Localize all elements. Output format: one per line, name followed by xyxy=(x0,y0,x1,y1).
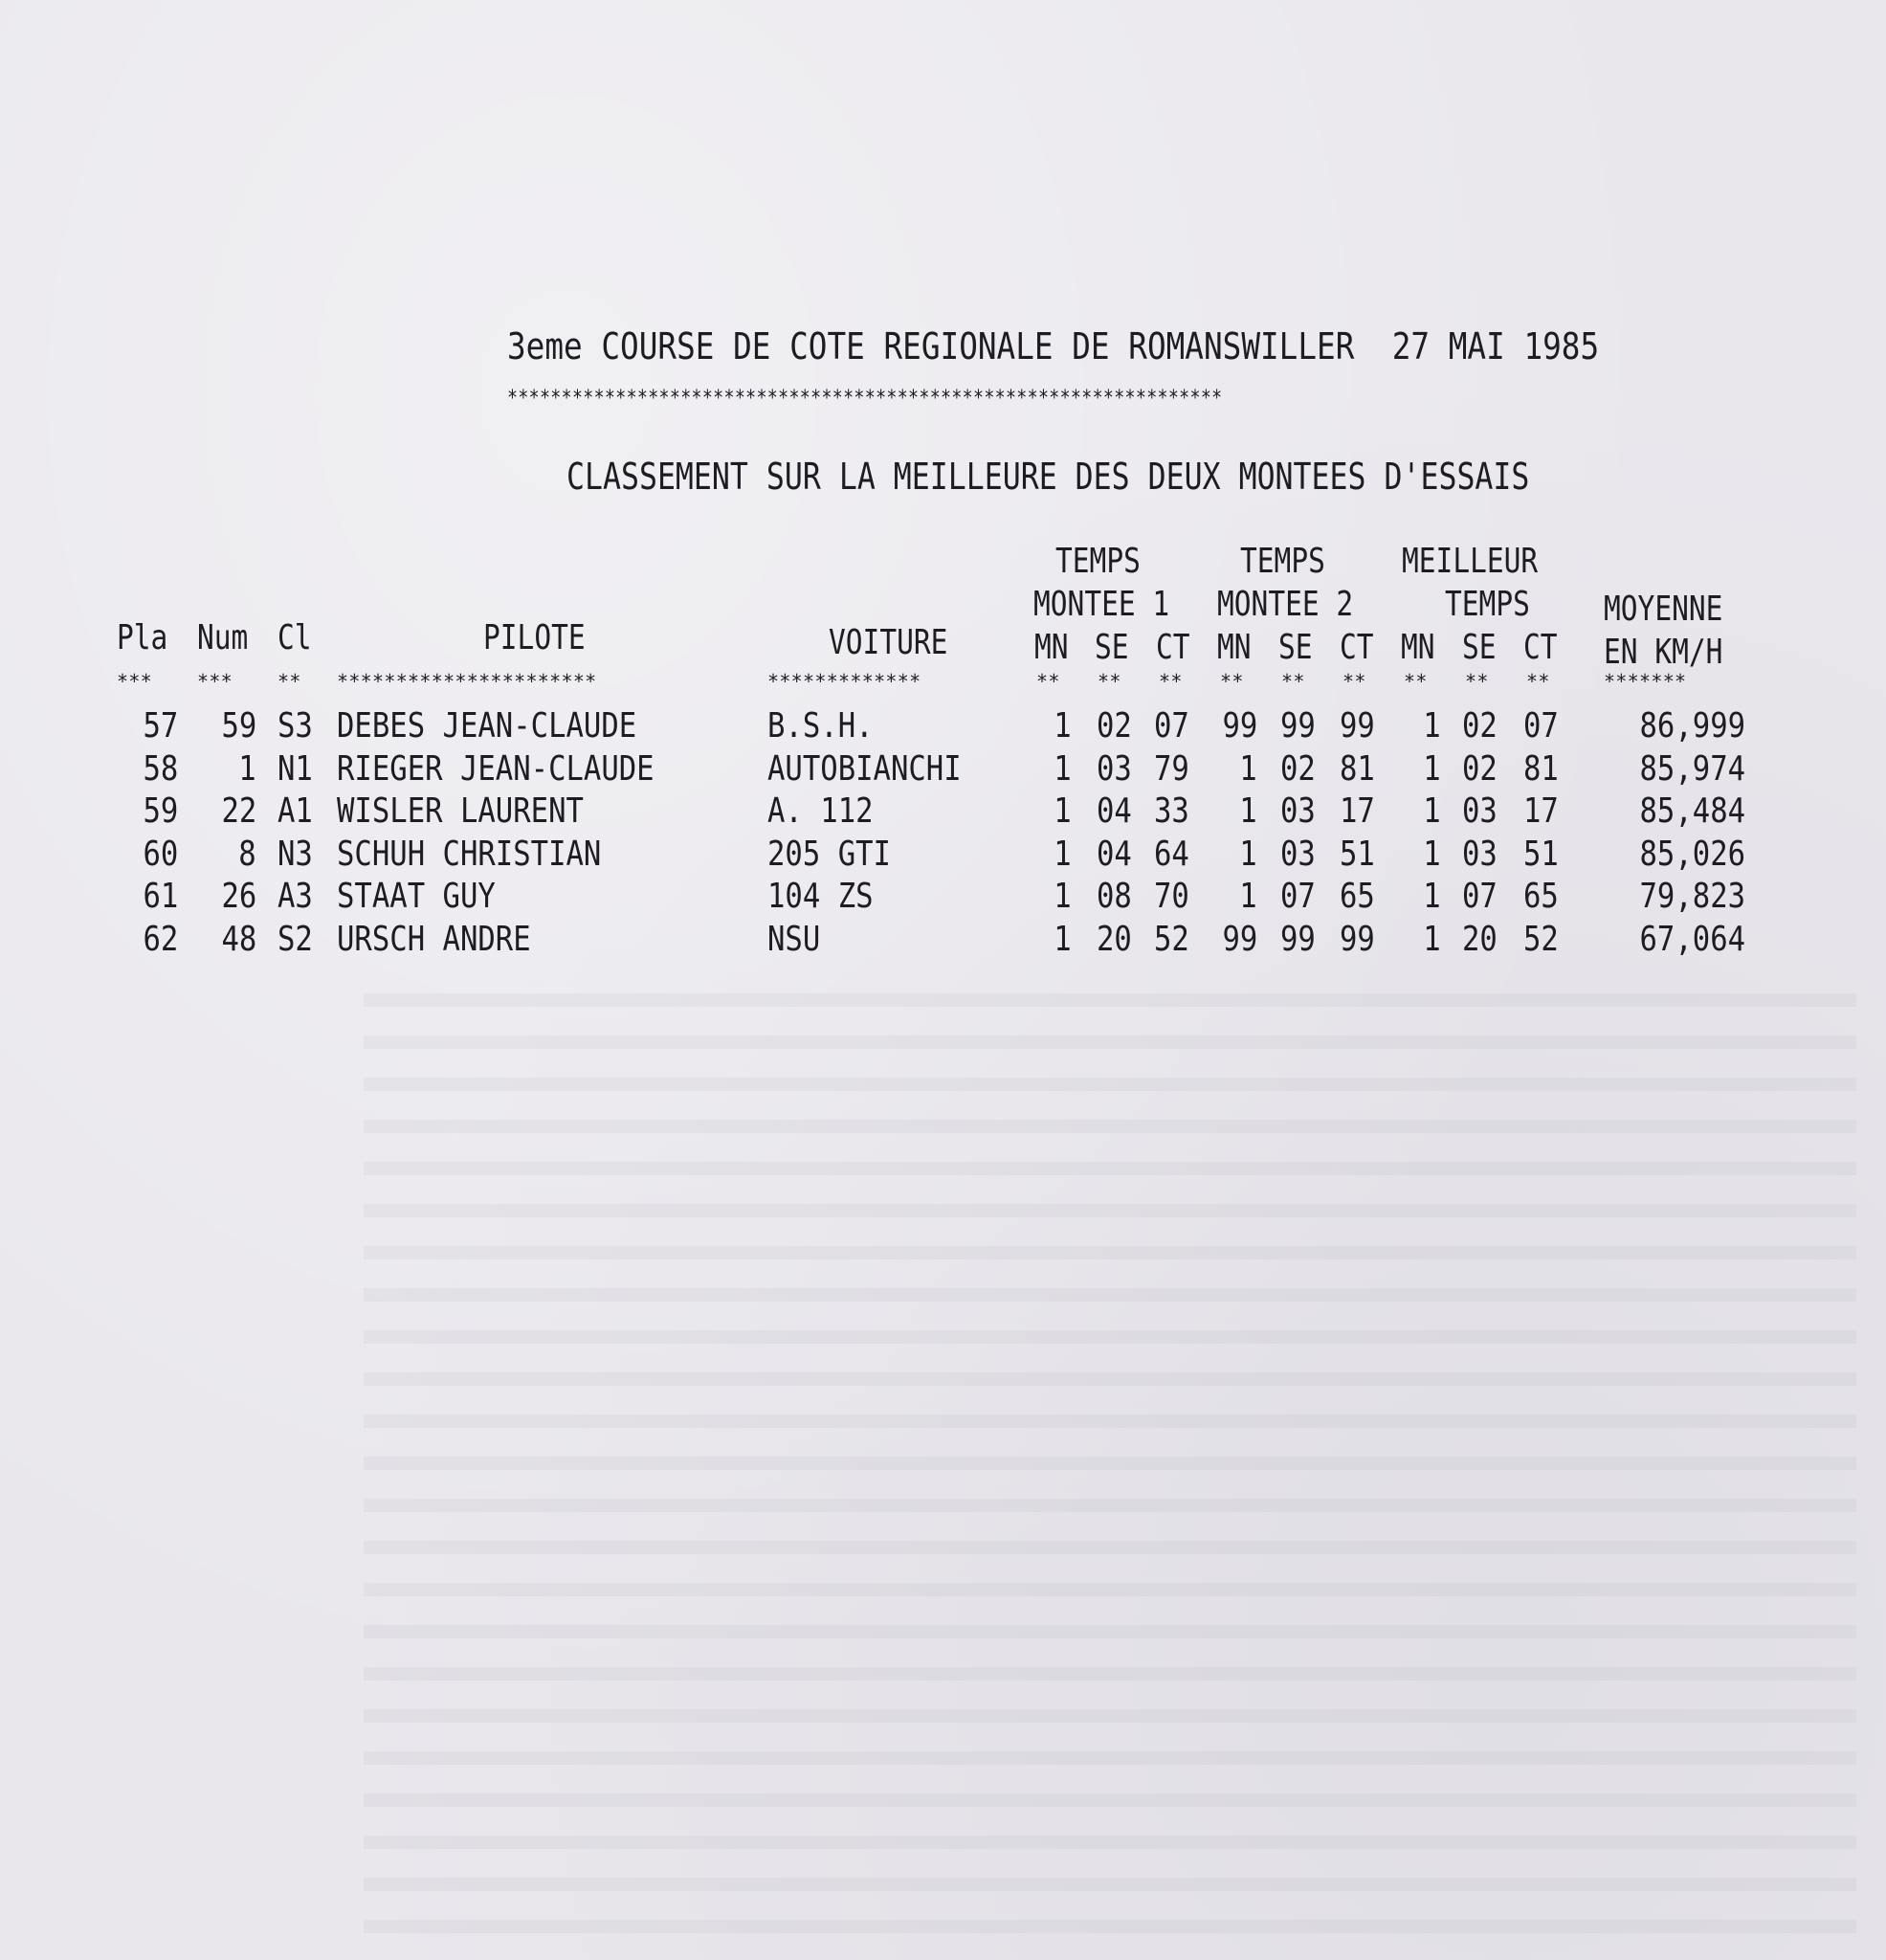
header-best-se: SE xyxy=(1462,628,1497,667)
cell-moyenne: 79,823 xyxy=(1639,877,1745,916)
cell-m2-ct: 51 xyxy=(1340,834,1375,874)
cell-m1-ct: 64 xyxy=(1154,834,1189,874)
header-best-ct: CT xyxy=(1523,628,1558,667)
header-m1-mn: MN xyxy=(1034,628,1069,667)
document-title: 3eme COURSE DE COTE REGIONALE DE ROMANSWILLER 27 MAI 1985 xyxy=(507,325,1600,368)
header-cl: Cl xyxy=(277,618,312,657)
header-best-line2: TEMPS xyxy=(1445,585,1530,624)
cell-moyenne: 85,974 xyxy=(1639,748,1745,789)
document-subtitle: CLASSEMENT SUR LA MEILLEURE DES DEUX MONTEES D'ESSAIS xyxy=(566,456,1530,498)
header-m1-se: SE xyxy=(1095,628,1129,667)
cell-cl: S2 xyxy=(277,919,313,959)
cell-num: 22 xyxy=(221,791,256,831)
cell-m2-se: 03 xyxy=(1280,791,1316,831)
cell-m2-mn: 1 xyxy=(1239,791,1257,831)
separator-best-mn: ** xyxy=(1404,670,1428,693)
cell-m2-se: 99 xyxy=(1280,706,1316,746)
cell-best-mn: 1 xyxy=(1423,834,1441,874)
header-moyenne-line1: MOYENNE xyxy=(1604,590,1723,629)
cell-m1-mn: 1 xyxy=(1054,877,1072,916)
cell-m1-se: 04 xyxy=(1097,791,1132,831)
cell-cl: S3 xyxy=(277,706,313,746)
cell-num: 1 xyxy=(238,748,256,789)
cell-pilote: SCHUH CHRISTIAN xyxy=(337,834,602,874)
cell-m2-mn: 1 xyxy=(1239,877,1257,916)
cell-m1-mn: 1 xyxy=(1054,791,1072,831)
header-temps2-line1: TEMPS xyxy=(1240,542,1325,581)
cell-best-ct: 65 xyxy=(1523,877,1559,916)
cell-best-se: 02 xyxy=(1462,706,1498,746)
cell-best-se: 07 xyxy=(1462,877,1498,916)
cell-pilote: WISLER LAURENT xyxy=(337,791,584,831)
header-m1-ct: CT xyxy=(1156,628,1190,667)
cell-pla: 60 xyxy=(143,834,178,874)
cell-m2-ct: 65 xyxy=(1340,877,1375,916)
cell-best-mn: 1 xyxy=(1423,877,1441,916)
cell-moyenne: 85,026 xyxy=(1639,834,1745,874)
cell-best-ct: 52 xyxy=(1523,919,1559,959)
cell-num: 59 xyxy=(221,706,256,746)
cell-voiture: AUTOBIANCHI xyxy=(767,748,962,789)
cell-best-se: 20 xyxy=(1462,919,1498,959)
cell-voiture: B.S.H. xyxy=(767,706,874,746)
separator-m2-mn: ** xyxy=(1220,670,1244,693)
header-voiture: VOITURE xyxy=(829,623,948,662)
cell-m1-se: 04 xyxy=(1097,834,1132,874)
separator-pilote: ********************** xyxy=(337,670,597,693)
header-best-mn: MN xyxy=(1401,628,1435,667)
separator-moyenne: ******* xyxy=(1604,670,1687,693)
cell-m2-se: 07 xyxy=(1280,877,1316,916)
cell-voiture: A. 112 xyxy=(767,791,874,831)
faded-bleed-through xyxy=(364,976,1856,1933)
header-temps2-line2: MONTEE 2 xyxy=(1217,585,1354,624)
header-pilote: PILOTE xyxy=(483,618,586,657)
separator-m2-ct: ** xyxy=(1342,670,1366,693)
cell-pilote: STAAT GUY xyxy=(337,877,496,916)
cell-best-mn: 1 xyxy=(1423,791,1441,831)
separator-best-se: ** xyxy=(1465,670,1489,693)
cell-m2-se: 03 xyxy=(1280,834,1316,874)
cell-pilote: URSCH ANDRE xyxy=(337,919,531,959)
separator-cl: ** xyxy=(277,670,301,693)
cell-m2-ct: 99 xyxy=(1340,919,1375,959)
cell-num: 26 xyxy=(221,877,256,916)
cell-num: 8 xyxy=(238,834,256,874)
title-underline: ****************************************************************** xyxy=(507,387,1223,411)
separator-m1-ct: ** xyxy=(1159,670,1183,693)
separator-m1-se: ** xyxy=(1098,670,1121,693)
cell-m1-se: 02 xyxy=(1097,706,1132,746)
header-best-line1: MEILLEUR xyxy=(1402,542,1539,581)
cell-moyenne: 85,484 xyxy=(1639,791,1745,831)
cell-pla: 58 xyxy=(143,748,178,789)
cell-best-ct: 07 xyxy=(1523,706,1559,746)
cell-best-mn: 1 xyxy=(1423,919,1441,959)
cell-m2-ct: 17 xyxy=(1340,791,1375,831)
header-temps1-line1: TEMPS xyxy=(1055,542,1141,581)
separator-best-ct: ** xyxy=(1526,670,1550,693)
cell-m1-ct: 79 xyxy=(1154,748,1189,789)
cell-m1-se: 03 xyxy=(1097,748,1132,789)
cell-m1-ct: 33 xyxy=(1154,791,1189,831)
cell-cl: A3 xyxy=(277,877,313,916)
cell-pla: 61 xyxy=(143,877,178,916)
header-m2-se: SE xyxy=(1278,628,1313,667)
cell-pilote: RIEGER JEAN-CLAUDE xyxy=(337,748,655,789)
cell-m1-mn: 1 xyxy=(1054,919,1072,959)
cell-m1-ct: 70 xyxy=(1154,877,1189,916)
cell-pla: 57 xyxy=(143,706,178,746)
header-pla: Pla xyxy=(117,618,168,657)
cell-best-se: 02 xyxy=(1462,748,1498,789)
cell-m1-se: 08 xyxy=(1097,877,1132,916)
cell-m2-ct: 99 xyxy=(1340,706,1375,746)
cell-m2-mn: 1 xyxy=(1239,748,1257,789)
cell-m2-se: 02 xyxy=(1280,748,1316,789)
cell-m2-se: 99 xyxy=(1280,919,1316,959)
cell-best-se: 03 xyxy=(1462,791,1498,831)
cell-m1-mn: 1 xyxy=(1054,834,1072,874)
cell-m2-mn: 99 xyxy=(1222,919,1257,959)
cell-best-ct: 81 xyxy=(1523,748,1559,789)
cell-m2-ct: 81 xyxy=(1340,748,1375,789)
cell-m2-mn: 1 xyxy=(1239,834,1257,874)
cell-best-mn: 1 xyxy=(1423,706,1441,746)
cell-voiture: NSU xyxy=(767,919,821,959)
cell-pilote: DEBES JEAN-CLAUDE xyxy=(337,706,637,746)
cell-best-se: 03 xyxy=(1462,834,1498,874)
header-num: Num xyxy=(197,618,249,657)
cell-m1-ct: 52 xyxy=(1154,919,1189,959)
cell-moyenne: 67,064 xyxy=(1639,919,1745,959)
cell-m1-mn: 1 xyxy=(1054,748,1072,789)
cell-m1-mn: 1 xyxy=(1054,706,1072,746)
separator-m1-mn: ** xyxy=(1036,670,1060,693)
cell-best-mn: 1 xyxy=(1423,748,1441,789)
cell-best-ct: 17 xyxy=(1523,791,1559,831)
separator-pla: *** xyxy=(117,670,153,693)
cell-moyenne: 86,999 xyxy=(1639,706,1745,746)
separator-m2-se: ** xyxy=(1281,670,1305,693)
header-m2-ct: CT xyxy=(1340,628,1374,667)
separator-num: *** xyxy=(197,670,233,693)
cell-cl: N3 xyxy=(277,834,313,874)
cell-best-ct: 51 xyxy=(1523,834,1559,874)
cell-pla: 59 xyxy=(143,791,178,831)
cell-voiture: 205 GTI xyxy=(767,834,891,874)
cell-m1-ct: 07 xyxy=(1154,706,1189,746)
cell-cl: A1 xyxy=(277,791,313,831)
cell-pla: 62 xyxy=(143,919,178,959)
cell-m1-se: 20 xyxy=(1097,919,1132,959)
cell-m2-mn: 99 xyxy=(1222,706,1257,746)
separator-voiture: ************* xyxy=(767,670,921,693)
cell-cl: N1 xyxy=(277,748,313,789)
header-temps1-line2: MONTEE 1 xyxy=(1033,585,1170,624)
cell-num: 48 xyxy=(221,919,256,959)
header-m2-mn: MN xyxy=(1217,628,1252,667)
header-moyenne-line2: EN KM/H xyxy=(1604,633,1723,672)
cell-voiture: 104 ZS xyxy=(767,877,874,916)
